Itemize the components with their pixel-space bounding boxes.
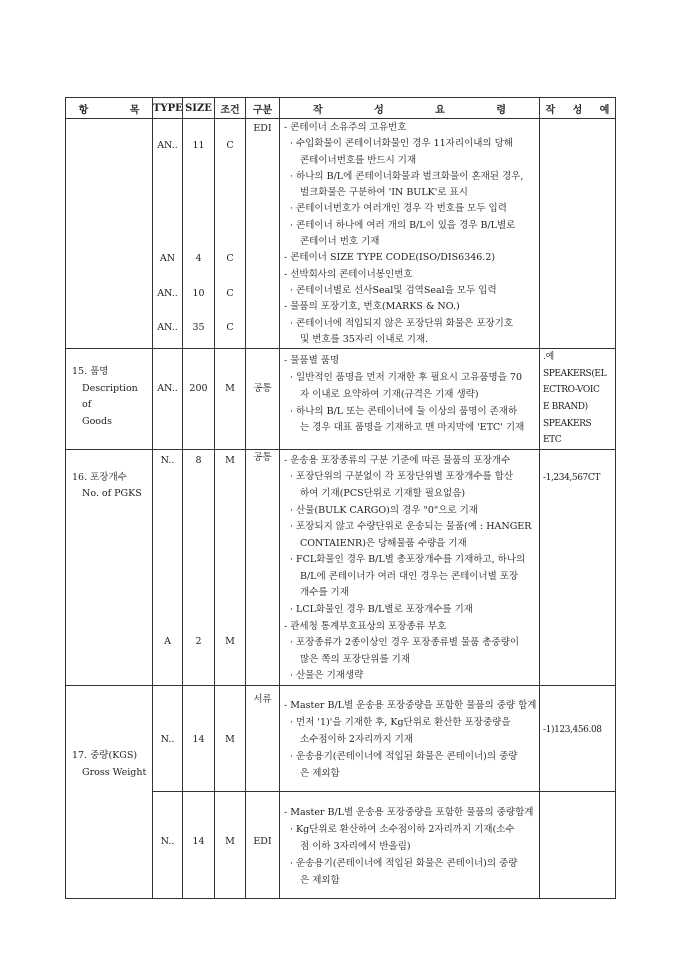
size-value: 14 [192, 836, 205, 848]
content-line: 점 이하 3자리에서 반올림) [300, 841, 411, 853]
example-cell [540, 792, 616, 899]
content-line: · 하나의 B/L에 콘테이너화물과 벌크화물이 혼재된 경우, [290, 170, 524, 182]
gubun-value: 공통 [253, 451, 272, 463]
content-line: - 운송용 포장종류의 구분 기준에 따른 물품의 포장개수 [284, 454, 511, 466]
size-value: 2 [195, 635, 202, 647]
example-cell [540, 119, 616, 349]
content-line: · 포장종류가 2종이상인 경우 포장종류별 물품 총중량이 [290, 637, 520, 649]
gubun-value: EDI [253, 123, 272, 134]
content-line: · 산물(BULK CARGO)의 경우 "0"으로 기재 [290, 504, 478, 516]
header-gubun: 구분 [246, 98, 280, 119]
size-value: 8 [195, 454, 202, 466]
content-line: · 포장되지 않고 수량단위로 운송되는 물품(예 : HANGER [290, 521, 532, 533]
gubun-cell [246, 119, 280, 349]
content-line: - 콘테이너 SIZE TYPE CODE(ISO/DIS6346.2) [284, 252, 496, 264]
example-line: ETC [543, 435, 562, 446]
example-cell [540, 349, 616, 450]
content-cell [280, 686, 540, 792]
item-cell [66, 349, 153, 450]
content-line: 및 번호를 35자리 이내로 기재. [300, 333, 429, 345]
content-line: · 하나의 B/L 또는 콘테이너에 둘 이상의 품명이 존재하 [290, 405, 518, 417]
content-line: · 운송용기(콘테이너에 적입된 화물은 콘테이너)의 중량 [290, 858, 518, 870]
content-line: · 콘테이너별로 선사Seal및 검역Seal을 모두 입력 [290, 284, 497, 296]
size-cell [183, 449, 215, 685]
type-cell [153, 449, 183, 685]
content-line: 소수점이하 2자리까지 기재 [300, 734, 414, 746]
type-cell [153, 349, 183, 450]
size-cell [183, 686, 215, 792]
content-line: - Master B/L별 운송용 포장중량을 포함한 물품의 중량 합계 [284, 700, 537, 712]
type-cell [153, 119, 183, 349]
item-label: 16. 포장개수 [72, 471, 127, 483]
size-value: 4 [195, 253, 202, 264]
example-line: .예 [543, 352, 554, 363]
content-line: 하여 기재(PCS단위로 기재할 필요없음) [300, 487, 466, 499]
gubun-value: 공통 [253, 383, 272, 395]
type-value: A [164, 635, 171, 647]
type-value: AN.. [157, 288, 178, 299]
content-cell [280, 449, 540, 685]
content-line: 콘테이너번호를 반드시 기재 [300, 154, 417, 166]
spec-table [65, 97, 616, 899]
item-cell [66, 686, 153, 899]
gubun-cell [246, 792, 280, 899]
header-size: SIZE [183, 98, 215, 119]
table-row [66, 349, 616, 450]
content-line: · Kg단위로 환산하여 소수점이하 2자리까지 기재(소수 [290, 824, 515, 836]
table-row [66, 449, 616, 685]
type-value: AN.. [157, 140, 178, 151]
cond-value: M [225, 635, 235, 647]
item-label: Description [82, 382, 138, 394]
cond-value: C [226, 288, 234, 299]
example-line: -1,234,567CT [543, 472, 600, 483]
type-value: N.. [160, 734, 175, 746]
header-type: TYPE [153, 98, 183, 119]
content-cell [280, 349, 540, 450]
content-line: · 먼저 '1)'을 기재한 후, Kg단위로 환산한 포장중량을 [290, 717, 511, 729]
example-line: ECTRO-VOIC [543, 385, 600, 396]
type-cell [153, 686, 183, 792]
size-cell [183, 119, 215, 349]
content-line: B/L에 콘테이너가 여러 대인 경우는 콘테이너별 포장 [300, 570, 519, 582]
size-cell [183, 349, 215, 450]
item-cell [66, 449, 153, 685]
header-content: 작 성 요 령 [280, 98, 540, 119]
content-line: 은 제외함 [300, 768, 340, 780]
content-line: 는 경우 대표 품명을 기재하고 맨 마지막에 'ETC' 기재 [300, 422, 525, 434]
gubun-cell [246, 349, 280, 450]
example-cell [540, 449, 616, 685]
cond-cell [215, 792, 246, 899]
cond-value: C [226, 140, 234, 151]
cond-value: C [226, 253, 234, 264]
content-line: - 관세청 통계부호표상의 포장종류 부호 [284, 620, 447, 632]
type-value: AN.. [157, 322, 178, 333]
item-label: Goods [82, 415, 112, 427]
content-line: - 물품의 포장기호, 번호(MARKS & NO.) [284, 301, 460, 313]
content-line: 벌크화물은 구분하여 'IN BULK'로 표시 [300, 187, 468, 199]
content-line: 콘테이너 번호 기재 [300, 236, 380, 248]
type-value: AN [159, 253, 176, 264]
content-line: · LCL화물인 경우 B/L별로 포장개수를 기재 [290, 604, 473, 616]
example-line: E BRAND) [543, 401, 588, 412]
content-line: - 선박회사의 콘테이너봉인번호 [284, 268, 413, 280]
type-value: AN.. [157, 383, 178, 395]
content-line: CONTAIENR)은 당해물품 수량을 기재 [300, 537, 467, 549]
size-value: 11 [192, 140, 205, 151]
item-label: Gross Weight [82, 766, 147, 778]
cond-cell [215, 119, 246, 349]
content-line: · 일반적인 품명을 먼저 기재한 후 필요시 고유품명을 70 [290, 371, 522, 383]
content-cell [280, 119, 540, 349]
type-cell [153, 792, 183, 899]
content-line: · 포장단위의 구분없이 각 포장단위별 포장개수를 합산 [290, 471, 514, 483]
content-line: 자 이내로 요약하여 기재(규격은 기재 생략) [300, 388, 479, 400]
header-row [66, 98, 616, 119]
gubun-cell [246, 686, 280, 792]
example-line: SPEAKERS(EL [543, 368, 607, 379]
gubun-cell [246, 449, 280, 685]
content-line: - 물품별 품명 [284, 355, 340, 367]
content-line: 은 제외함 [300, 875, 340, 887]
content-line: · 수입화물이 콘테이너화물인 경우 11자리이내의 당해 [290, 138, 513, 150]
content-line: - Master B/L별 운송용 포장중량을 포함한 물품의 중량합계 [284, 807, 534, 819]
content-line: · 콘테이너 하나에 여러 개의 B/L이 있을 경우 B/L별로 [290, 219, 516, 231]
header-cond: 조건 [215, 98, 246, 119]
type-value: N.. [160, 454, 175, 466]
size-value: 200 [189, 383, 208, 395]
cond-value: M [225, 383, 235, 395]
cond-value: C [226, 322, 234, 333]
size-value: 10 [192, 288, 205, 299]
table-row [66, 686, 616, 792]
content-line: · 산물은 기재생략 [290, 670, 364, 682]
example-cell [540, 686, 616, 792]
item-label: of [82, 399, 92, 411]
example-line: SPEAKERS [543, 418, 592, 429]
content-line: · 콘테이너번호가 여러개인 경우 각 번호를 모두 입력 [290, 203, 507, 215]
cond-value: M [225, 734, 235, 746]
item-cell [66, 119, 153, 349]
content-line: · 콘테이너에 적입되지 않은 포장단위 화물은 포장기호 [290, 317, 514, 329]
item-label: 15. 품명 [72, 366, 109, 378]
gubun-value: 서류 [253, 694, 272, 706]
size-value: 14 [192, 734, 205, 746]
cond-cell [215, 686, 246, 792]
table-row [66, 119, 616, 349]
content-cell [280, 792, 540, 899]
content-line: - 콘테이너 소유주의 고유번호 [284, 122, 407, 133]
item-label: No. of PGKS [82, 488, 142, 500]
header-item: 항 목 [66, 98, 153, 119]
header-example: 작 성 예 [540, 98, 616, 119]
item-label: 17. 중량(KGS) [72, 750, 138, 762]
content-line: 많은 쪽의 포장단위를 기재 [300, 653, 411, 665]
cond-cell [215, 349, 246, 450]
example-line: -1)123,456.08 [543, 725, 602, 736]
content-line: · 운송용기(콘테이너에 적입된 화물은 콘테이너)의 중량 [290, 751, 518, 763]
content-line: · FCL화물인 경우 B/L별 총포장개수를 기재하고, 하나의 [290, 554, 526, 566]
cond-value: M [225, 836, 235, 848]
size-cell [183, 792, 215, 899]
type-value: N.. [160, 836, 175, 848]
content-line: 개수를 기재 [300, 587, 349, 599]
gubun-value: EDI [253, 836, 272, 848]
size-value: 35 [192, 322, 205, 333]
cond-value: M [225, 454, 235, 466]
cond-cell [215, 449, 246, 685]
